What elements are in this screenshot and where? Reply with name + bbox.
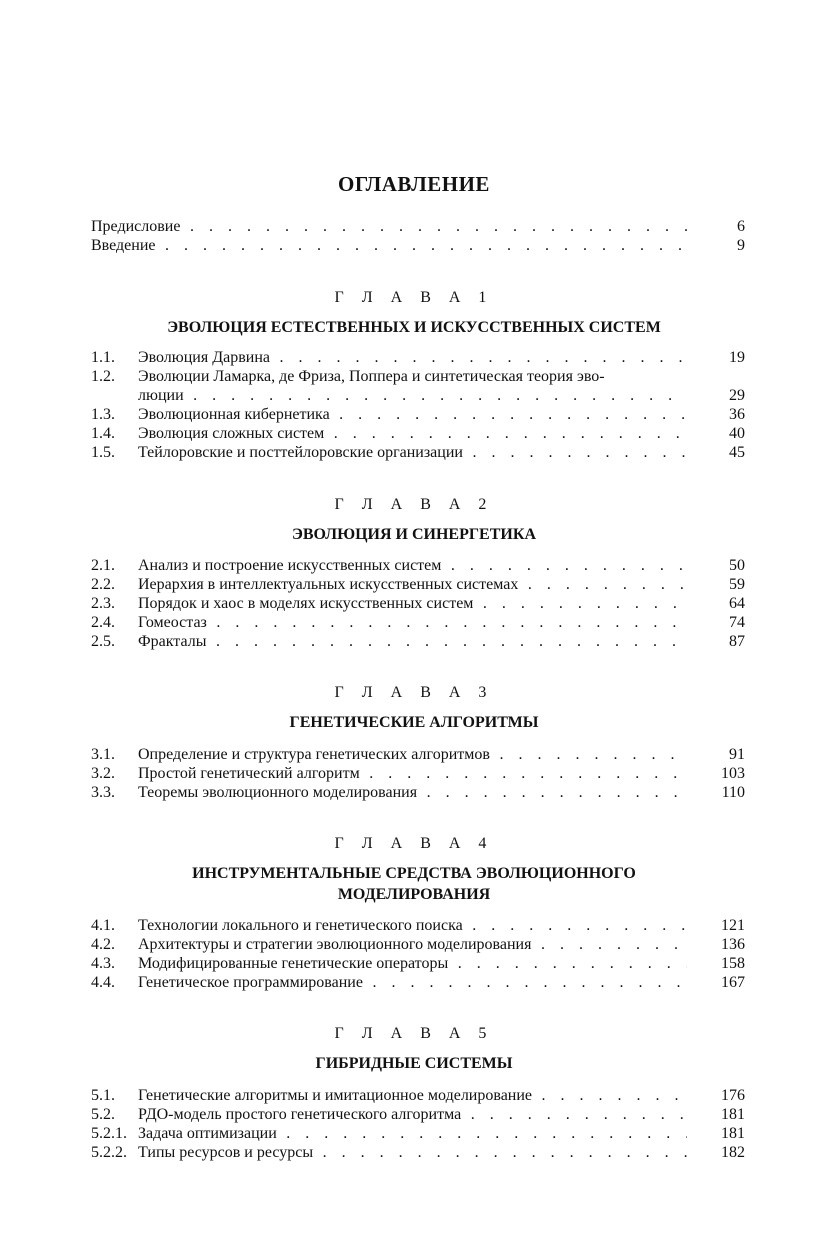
toc-entry-page: 29 — [729, 387, 745, 404]
toc-entry-5-2[interactable] — [91, 1105, 745, 1124]
toc-entry-1-1[interactable] — [91, 348, 745, 367]
toc-entry-preface[interactable] — [91, 217, 745, 236]
toc-entry-page: 167 — [721, 974, 745, 991]
toc-entry-title: Генетическое программирование . . . — [138, 973, 687, 992]
toc-entry-number: 4.4. — [91, 974, 115, 991]
toc-entry-page: 181 — [721, 1106, 745, 1123]
chapter-4-label: Г Л А В А 4 — [334, 835, 494, 852]
chapter-4-heading-line-1: ИНСТРУМЕНТАЛЬНЫЕ СРЕДСТВА ЭВОЛЮЦИОННОГО — [192, 865, 636, 882]
toc-entry-page: 36 — [729, 406, 745, 423]
toc-entry-title: Порядок и хаос в моделях искусственных систем . . . — [138, 594, 687, 613]
chapter-1-heading: ЭВОЛЮЦИЯ ЕСТЕСТВЕННЫХ И ИСКУССТВЕННЫХ СИСТЕМ — [167, 319, 661, 336]
toc-entry-3-2[interactable] — [91, 764, 745, 783]
toc-entry-5-2-1[interactable] — [91, 1124, 745, 1143]
page-title: ОГЛАВЛЕНИЕ — [338, 172, 490, 196]
chapter-2-label: Г Л А В А 2 — [334, 496, 494, 513]
toc-entry-number: 2.1. — [91, 557, 115, 574]
toc-entry-introduction[interactable] — [91, 236, 745, 255]
toc-entry-1-3[interactable] — [91, 405, 745, 424]
toc-entry-page: 176 — [721, 1087, 745, 1104]
toc-entry-4-3[interactable] — [91, 954, 745, 973]
toc-entry-number: 3.1. — [91, 746, 115, 763]
toc-entry-title: Тейлоровские и посттейлоровские организации . . . — [138, 443, 687, 462]
toc-entry-title-continuation: люции . . . — [138, 386, 687, 405]
chapter-3-heading: ГЕНЕТИЧЕСКИЕ АЛГОРИТМЫ — [289, 714, 539, 731]
toc-entry-number: 1.4. — [91, 425, 115, 442]
toc-entry-page: 91 — [729, 746, 745, 763]
toc-entry-title: Фракталы . . . — [138, 632, 687, 651]
chapter-3-label: Г Л А В А 3 — [334, 684, 494, 701]
toc-entry-title: Эволюции Ламарка, де Фриза, Поппера и синтетическая теория эво- — [138, 368, 605, 385]
toc-entry-number: 1.2. — [91, 368, 115, 385]
toc-entry-4-4[interactable] — [91, 973, 745, 992]
toc-entry-page: 45 — [729, 444, 745, 461]
toc-entry-number: 5.2. — [91, 1106, 115, 1123]
toc-entry-page: 64 — [729, 595, 745, 612]
toc-entry-number: 4.3. — [91, 955, 115, 972]
chapter-2-heading: ЭВОЛЮЦИЯ И СИНЕРГЕТИКА — [291, 526, 536, 543]
toc-entry-number: 4.1. — [91, 917, 115, 934]
toc-entry-title: Задача оптимизации . . . — [138, 1124, 687, 1143]
toc-entry-5-2-2[interactable] — [91, 1143, 745, 1162]
toc-entry-title: Введение . . . — [91, 236, 687, 255]
toc-entry-3-3[interactable] — [91, 783, 745, 802]
toc-entry-title: Анализ и построение искусственных систем . . . — [138, 556, 687, 575]
toc-entry-title: Эволюция сложных систем . . . — [138, 424, 687, 443]
toc-entry-title: Технологии локального и генетического поиска . . . — [138, 916, 687, 935]
toc-entry-4-2[interactable] — [91, 935, 745, 954]
toc-entry-title: Генетические алгоритмы и имитационное моделирование . . . — [138, 1086, 687, 1105]
toc-entry-2-1[interactable] — [91, 556, 745, 575]
toc-entry-number: 2.5. — [91, 633, 115, 650]
toc-entry-title: Гомеостаз . . . — [138, 613, 687, 632]
chapter-5-label: Г Л А В А 5 — [334, 1025, 494, 1042]
toc-entry-title: Эволюция Дарвина . . . — [138, 348, 687, 367]
toc-entry-number: 1.1. — [91, 349, 115, 366]
toc-entry-title: Определение и структура генетических алгоритмов . . . — [138, 745, 687, 764]
toc-entry-page: 40 — [729, 425, 745, 442]
toc-entry-page: 182 — [721, 1144, 745, 1161]
toc-entry-title: Теоремы эволюционного моделирования . . . — [138, 783, 687, 802]
toc-entry-page: 136 — [721, 936, 745, 953]
toc-entry-title: Простой генетический алгоритм . . . — [138, 764, 687, 783]
toc-entry-page: 59 — [729, 576, 745, 593]
toc-entry-number: 5.2.2. — [91, 1144, 127, 1161]
toc-entry-page: 74 — [729, 614, 745, 631]
toc-entry-title: Архитектуры и стратегии эволюционного моделирования . . . — [138, 935, 687, 954]
toc-entry-page: 158 — [721, 955, 745, 972]
toc-entry-number: 4.2. — [91, 936, 115, 953]
toc-entry-page: 110 — [721, 784, 745, 801]
toc-entry-title: Эволюционная кибернетика . . . — [138, 405, 687, 424]
toc-entry-5-1[interactable] — [91, 1086, 745, 1105]
toc-entry-page: 19 — [729, 349, 745, 366]
toc-entry-number: 2.2. — [91, 576, 115, 593]
toc-entry-page: 121 — [721, 917, 745, 934]
toc-entry-number: 1.3. — [91, 406, 115, 423]
toc-entry-1-5[interactable] — [91, 443, 745, 462]
chapter-4-heading — [0, 863, 828, 905]
toc-entry-number: 3.3. — [91, 784, 115, 801]
chapter-4-heading-line-2: МОДЕЛИРОВАНИЯ — [337, 886, 491, 903]
toc-entry-title: Модифицированные генетические операторы . . . — [138, 954, 687, 973]
toc-entry-page: 181 — [721, 1125, 745, 1142]
toc-entry-number: 1.5. — [91, 444, 115, 461]
chapter-1-label: Г Л А В А 1 — [334, 289, 494, 306]
toc-entry-title: Предисловие . . . — [91, 217, 687, 236]
toc-entry-title: Иерархия в интеллектуальных искусственных системах . . . — [138, 575, 687, 594]
toc-entry-page: 103 — [721, 765, 745, 782]
toc-entry-title: Типы ресурсов и ресурсы . . . — [138, 1143, 687, 1162]
toc-entry-page: 6 — [737, 218, 745, 235]
toc-entry-title: РДО-модель простого генетического алгоритма . . . — [138, 1105, 687, 1124]
toc-entry-2-5[interactable] — [91, 632, 745, 651]
toc-entry-4-1[interactable] — [91, 916, 745, 935]
toc-entry-1-2-continuation[interactable] — [91, 386, 745, 405]
toc-entry-number: 3.2. — [91, 765, 115, 782]
chapter-5-heading: ГИБРИДНЫЕ СИСТЕМЫ — [315, 1055, 513, 1072]
toc-entry-3-1[interactable] — [91, 745, 745, 764]
toc-entry-number: 5.2.1. — [91, 1125, 127, 1142]
toc-entry-page: 87 — [729, 633, 745, 650]
toc-entry-number: 2.4. — [91, 614, 115, 631]
toc-entry-2-2[interactable] — [91, 575, 745, 594]
toc-entry-1-4[interactable] — [91, 424, 745, 443]
toc-entry-number: 5.1. — [91, 1087, 115, 1104]
toc-entry-2-3[interactable] — [91, 594, 745, 613]
toc-entry-2-4[interactable] — [91, 613, 745, 632]
toc-entry-1-2[interactable] — [91, 367, 745, 386]
toc-entry-page: 9 — [737, 237, 745, 254]
toc-entry-page: 50 — [729, 557, 745, 574]
toc-entry-number: 2.3. — [91, 595, 115, 612]
